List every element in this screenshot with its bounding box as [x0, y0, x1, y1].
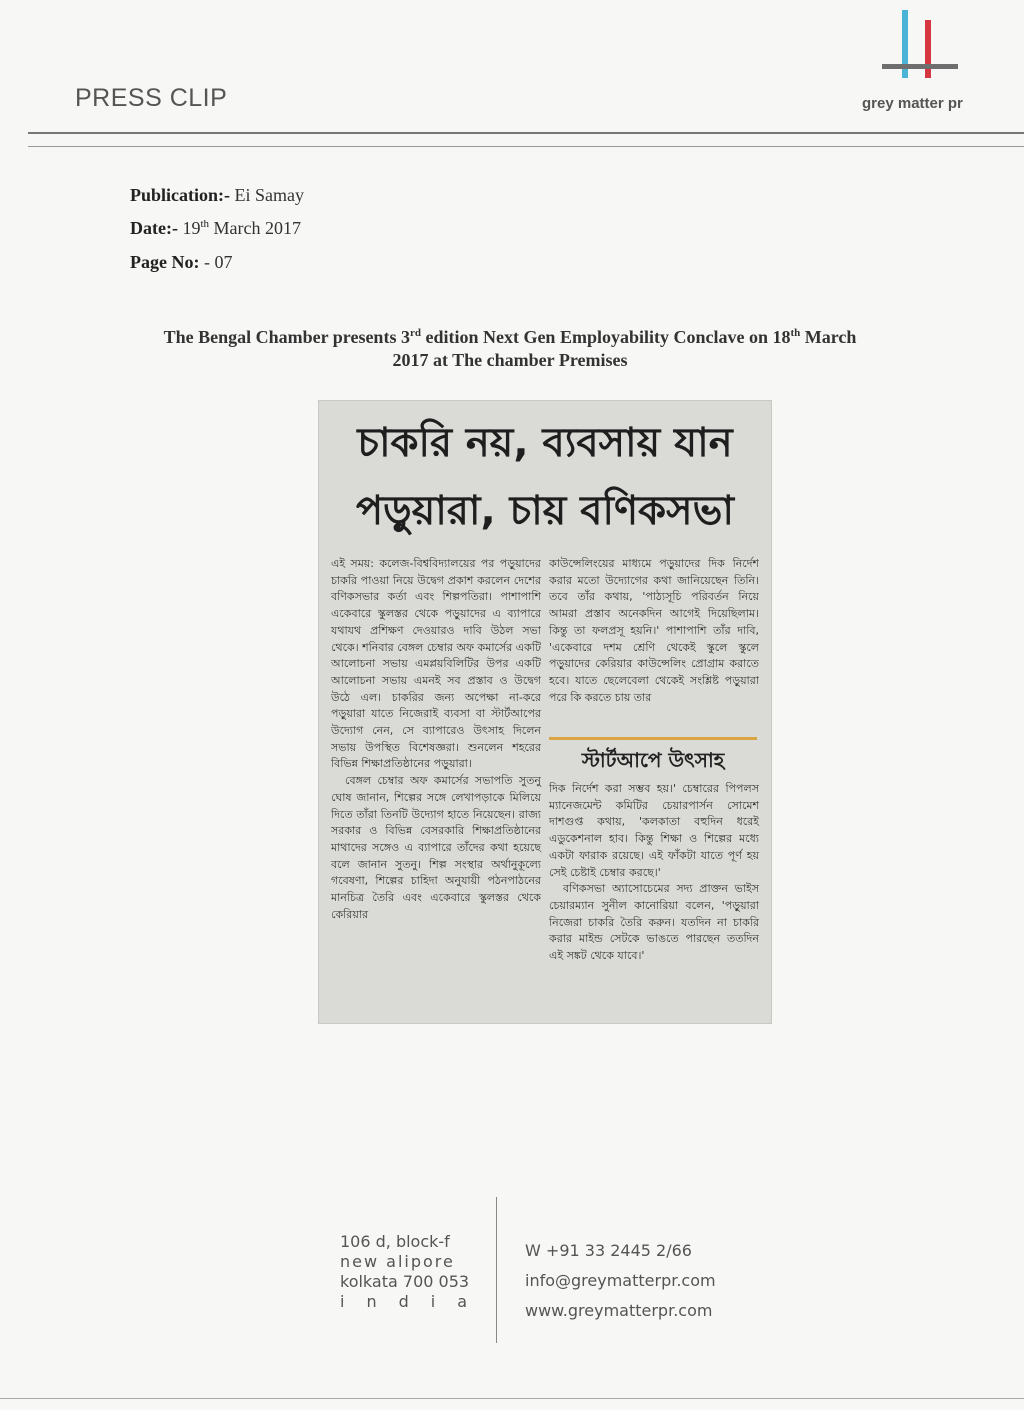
logo-text: grey matter pr	[862, 95, 963, 112]
headline-line2: 2017 at The chamber Premises	[392, 350, 628, 370]
page-line	[130, 252, 232, 273]
col2-paragraph-2: দিক নির্দেশ করা সম্ভব হয়।' চেম্বারের পিপলস ম্যানেজমেন্ট কমিটির চেয়ারপার্সন সোমেশ দাশগুপ্ত কথায়, 'কলকাতা বহুদিন ধরেই এডুকেশনাল হাব। কিন্তু শিক্ষা ও শিল্পের মধ্যে একটা ফারাক রয়েছে। এই ফাঁকটা যাতে পূর্ণ হয় সেই চেষ্টাই চেম্বার করছে।'	[549, 782, 759, 879]
subhead-rule	[549, 737, 757, 740]
footer-address	[340, 1232, 489, 1312]
clip-title-line1: চাকরি নয়, ব্যবসায় যান	[357, 420, 733, 466]
date-suffix: th	[200, 218, 210, 230]
headline-sup1: rd	[409, 327, 421, 339]
address-line-1: 106 d, block-f	[340, 1232, 450, 1251]
clip-column-2-bottom	[549, 781, 759, 965]
clip-title-line2: পড়ুয়ারা, চায় বণিকসভা	[356, 488, 734, 534]
date-day: 19	[182, 218, 201, 238]
address-line-4: india	[340, 1292, 489, 1311]
col1-paragraph-1: এই সময়: কলেজ-বিশ্ববিদ্যালয়ের পর পড়ুয়াদের চাকরি পাওয়া নিয়ে উদ্বেগ প্রকাশ করলেন দেশের বণিকসভার কর্তা এবং শিল্পপতিরা। পাশাপাশি একেবারে স্কুলস্তর থেকে পড়ুয়াদের এ ব্যাপারে যথাযথ প্রশিক্ষণ দেওয়ারও দাবি উঠল সভা থেকে। শনিবার বেঙ্গল চেম্বার অফ কমার্সের একটি আলোচনা সভায় এমপ্লয়বিলিটির উপর একটি আলোচনা সভায় এমনই সব প্রস্তাব ও উদ্বেগ উঠে এল। চাকরির জন্য অপেক্ষা না-করে পড়ুয়ারা যাতে নিজেরাই ব্যবসা বা স্টার্টআপের উদ্যোগ নেন, সে ব্যাপারেও উৎসাহ দিলেন সভায় উপস্থিত বিশেষজ্ঞরা। শুনলেন শহরের বিভিন্ন শিক্ষাপ্রতিষ্ঠানের পড়ুয়ারা।	[331, 557, 541, 771]
headline-part1: The Bengal Chamber presents 3	[163, 327, 410, 347]
address-line-3: kolkata 700 053	[340, 1272, 470, 1291]
header-rule-thin	[28, 146, 1024, 147]
headline-part3: March	[800, 327, 857, 347]
col1-paragraph-2: বেঙ্গল চেম্বার অফ কমার্সের সভাপতি সুতনু ঘোষ জানান, শিল্পের সঙ্গে লেখাপড়াকে মিলিয়ে দিতে তাঁরা তিনটি উদ্যোগ হাতে নিয়েছেন। রাজ্য সরকার ও বিভিন্ন বেসরকারি শিক্ষাপ্রতিষ্ঠানের মাথাদের সঙ্গেও এ ব্যাপারে তাঁদের কথা হয়েছে বলে জানান সুতনু। শিল্প সংস্থার অর্থানুকূল্যে গবেষণা, শিল্পের চাহিদা অনুযায়ী পঠনপাঠনের মানচিত্র তৈরি এবং একেবারে স্কুলস্তর থেকে কেরিয়ার	[331, 774, 541, 921]
col2-paragraph-3: বণিকসভা অ্যাসোচেমের সদ্য প্রাক্তন ভাইস চেয়ারম্যান সুনীল কানোরিয়া বলেন, 'পড়ুয়ারা নিজেরা চাকরি তৈরি করুন। যতদিন না চাকরি করার মাইন্ড সেটকে ভাঙতে পারছেন ততদিন এই সঙ্কট থেকে যাবে।'	[549, 882, 759, 963]
newspaper-clipping	[318, 400, 772, 1024]
press-clip-label: PRESS CLIP	[75, 84, 228, 112]
date-line	[130, 218, 301, 239]
date-label: Date:-	[130, 218, 178, 238]
publication-label: Publication:-	[130, 185, 231, 205]
footer-contact	[525, 1236, 716, 1326]
headline-part2: edition Next Gen Employability Conclave on 18	[420, 327, 791, 347]
footer-email[interactable]: info@greymatterpr.com	[525, 1271, 716, 1290]
publication-value: Ei Samay	[234, 185, 305, 205]
headline-sup2: th	[790, 327, 801, 339]
footer-divider	[496, 1197, 497, 1343]
footer-phone: W +91 33 2445 2/66	[525, 1241, 692, 1260]
publication-line	[130, 185, 304, 206]
address-line-2: new alipore	[340, 1252, 455, 1271]
clip-column-2-top	[549, 556, 759, 734]
header-rule	[28, 132, 1024, 134]
col2-paragraph-1: কাউন্সেলিংয়ের মাধ্যমে পড়ুয়াদের দিক নির্দেশ করার মতো উদ্যোগের কথা জানিয়েছেন তিনি। তবে তাঁর কথায়, 'পাঠ্যসূচি পরিবর্তন নিয়ে আমরা প্রস্তাব অনেকদিন আগেই দিয়েছিলাম। কিন্তু তা ফলপ্রসূ হয়নি।' পাশাপাশি তাঁর দাবি, 'একেবারে দশম শ্রেণি থেকেই স্কুলে স্কুলে পড়ুয়াদের কেরিয়ার কাউন্সেলিং প্রোগ্রাম করাতে হবে। যাতে ছেলেবেলা থেকেই সংশ্লিষ্ট পড়ুয়ারা পরে কি করতে চায় তার	[549, 557, 759, 704]
bottom-rule	[0, 1398, 1024, 1399]
grey-matter-logo-icon	[880, 8, 960, 88]
page-label: Page No:	[130, 252, 200, 272]
clip-column-1	[331, 556, 541, 923]
page-value: - 07	[203, 252, 233, 272]
footer-website[interactable]: www.greymatterpr.com	[525, 1301, 713, 1320]
clip-subhead: স্টার্টআপে উৎসাহ	[581, 748, 725, 772]
date-rest: March 2017	[213, 218, 302, 238]
article-headline	[110, 322, 910, 372]
